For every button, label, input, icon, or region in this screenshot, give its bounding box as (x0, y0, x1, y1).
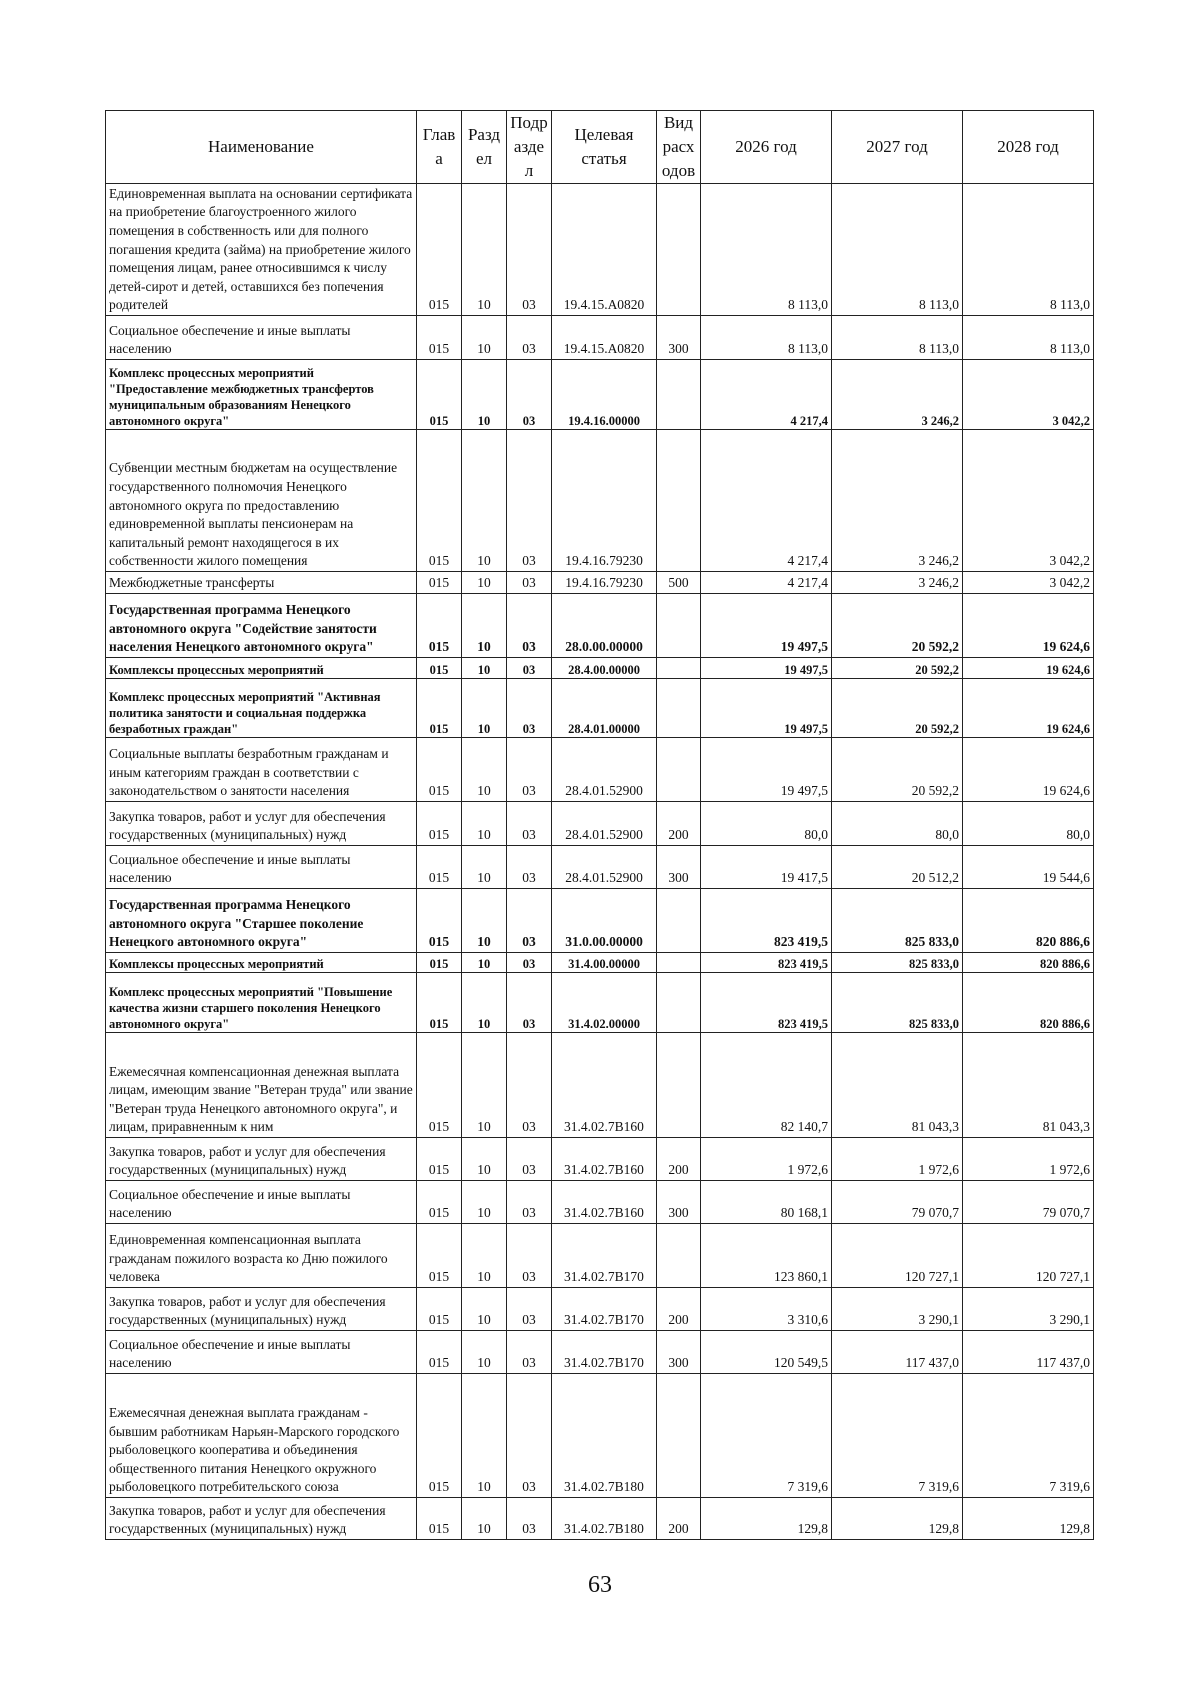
row-chapter: 015 (417, 572, 462, 594)
row-value-2026: 1 972,6 (701, 1138, 832, 1181)
row-value-2026: 8 113,0 (701, 184, 832, 316)
row-name: Социальное обеспечение и иные выплаты населению (106, 846, 417, 889)
table-row (106, 430, 1094, 572)
row-value-2027: 1 972,6 (832, 1138, 963, 1181)
row-value-2028: 8 113,0 (963, 316, 1094, 360)
row-target-article: 28.4.01.52900 (552, 846, 657, 889)
row-value-2027: 79 070,7 (832, 1181, 963, 1224)
row-expense-type (657, 889, 701, 953)
row-name: Социальные выплаты безработным гражданам и иным категориям граждан в соответствии с законодательством о занятости населения (106, 738, 417, 802)
row-value-2027: 8 113,0 (832, 316, 963, 360)
row-target-article: 31.4.02.7B180 (552, 1498, 657, 1540)
row-value-2028: 129,8 (963, 1498, 1094, 1540)
row-value-2028: 8 113,0 (963, 184, 1094, 316)
row-value-2028: 79 070,7 (963, 1181, 1094, 1224)
row-value-2028: 19 544,6 (963, 846, 1094, 889)
row-value-2027: 825 833,0 (832, 889, 963, 953)
row-subsection: 03 (507, 1224, 552, 1288)
header-year-2027: 2027 год (832, 111, 963, 184)
table-row (106, 1033, 1094, 1138)
row-value-2027: 117 437,0 (832, 1331, 963, 1374)
row-subsection: 03 (507, 953, 552, 973)
row-target-article: 31.4.02.7B170 (552, 1288, 657, 1331)
row-value-2026: 823 419,5 (701, 973, 832, 1033)
row-expense-type (657, 679, 701, 738)
row-subsection: 03 (507, 360, 552, 430)
row-value-2027: 825 833,0 (832, 953, 963, 973)
row-expense-type: 200 (657, 1138, 701, 1181)
row-value-2027: 3 290,1 (832, 1288, 963, 1331)
row-value-2026: 4 217,4 (701, 572, 832, 594)
row-target-article: 31.4.02.7B170 (552, 1224, 657, 1288)
row-section: 10 (462, 846, 507, 889)
row-expense-type (657, 658, 701, 679)
row-section: 10 (462, 658, 507, 679)
row-name: Комплексы процессных мероприятий (106, 658, 417, 679)
row-subsection: 03 (507, 889, 552, 953)
row-chapter: 015 (417, 973, 462, 1033)
row-subsection: 03 (507, 1498, 552, 1540)
row-name: Единовременная компенсационная выплата гражданам пожилого возраста ко Дню пожилого человека (106, 1224, 417, 1288)
table-row (106, 802, 1094, 846)
table-row (106, 316, 1094, 360)
row-target-article: 31.4.02.00000 (552, 973, 657, 1033)
row-expense-type: 500 (657, 572, 701, 594)
row-subsection: 03 (507, 1374, 552, 1498)
row-section: 10 (462, 1288, 507, 1331)
row-subsection: 03 (507, 1331, 552, 1374)
table-body (106, 184, 1094, 1540)
row-chapter: 015 (417, 316, 462, 360)
row-value-2026: 7 319,6 (701, 1374, 832, 1498)
row-value-2027: 20 592,2 (832, 738, 963, 802)
header-name: Наименование (106, 111, 417, 184)
row-target-article: 19.4.15.A0820 (552, 316, 657, 360)
table-row (106, 1498, 1094, 1540)
row-value-2028: 3 042,2 (963, 572, 1094, 594)
row-section: 10 (462, 184, 507, 316)
row-name: Ежемесячная компенсационная денежная выплата лицам, имеющим звание "Ветеран труда" или звание "Ветеран труда Ненецкого автономного округа", и лицам, приравненным к ним (106, 1033, 417, 1138)
row-chapter: 015 (417, 1138, 462, 1181)
row-chapter: 015 (417, 846, 462, 889)
row-section: 10 (462, 738, 507, 802)
table-row (106, 953, 1094, 973)
row-section: 10 (462, 1138, 507, 1181)
row-chapter: 015 (417, 1374, 462, 1498)
row-name: Ежемесячная денежная выплата гражданам - бывшим работникам Нарьян-Марского городского рыболовецкого кооператива и объединения общественного питания Ненецкого окружного рыболовецкого потребительского союза (106, 1374, 417, 1498)
row-section: 10 (462, 1331, 507, 1374)
row-expense-type (657, 1033, 701, 1138)
row-section: 10 (462, 889, 507, 953)
row-subsection: 03 (507, 1138, 552, 1181)
row-target-article: 19.4.16.79230 (552, 430, 657, 572)
row-value-2026: 19 497,5 (701, 679, 832, 738)
header-subsection: Подр азде л (507, 111, 552, 184)
table-row (106, 572, 1094, 594)
table-row (106, 1374, 1094, 1498)
row-value-2027: 20 592,2 (832, 594, 963, 658)
row-subsection: 03 (507, 973, 552, 1033)
row-target-article: 28.4.01.52900 (552, 802, 657, 846)
row-expense-type: 300 (657, 1331, 701, 1374)
row-value-2026: 19 497,5 (701, 594, 832, 658)
row-value-2027: 80,0 (832, 802, 963, 846)
row-chapter: 015 (417, 430, 462, 572)
row-name: Социальное обеспечение и иные выплаты населению (106, 1181, 417, 1224)
row-expense-type (657, 430, 701, 572)
row-chapter: 015 (417, 889, 462, 953)
row-value-2026: 823 419,5 (701, 953, 832, 973)
row-value-2026: 8 113,0 (701, 316, 832, 360)
row-expense-type: 200 (657, 802, 701, 846)
row-expense-type (657, 738, 701, 802)
row-chapter: 015 (417, 1498, 462, 1540)
row-subsection: 03 (507, 658, 552, 679)
row-subsection: 03 (507, 1181, 552, 1224)
row-value-2028: 7 319,6 (963, 1374, 1094, 1498)
row-chapter: 015 (417, 360, 462, 430)
row-target-article: 31.4.02.7B180 (552, 1374, 657, 1498)
row-value-2028: 820 886,6 (963, 889, 1094, 953)
row-value-2028: 3 290,1 (963, 1288, 1094, 1331)
row-section: 10 (462, 802, 507, 846)
row-value-2028: 19 624,6 (963, 738, 1094, 802)
row-name: Государственная программа Ненецкого автономного округа "Старшее поколение Ненецкого автономного округа" (106, 889, 417, 953)
row-name: Комплекс процессных мероприятий "Повышение качества жизни старшего поколения Ненецкого автономного округа" (106, 973, 417, 1033)
row-value-2026: 3 310,6 (701, 1288, 832, 1331)
row-expense-type (657, 953, 701, 973)
row-target-article: 31.0.00.00000 (552, 889, 657, 953)
row-subsection: 03 (507, 802, 552, 846)
row-section: 10 (462, 572, 507, 594)
row-chapter: 015 (417, 1224, 462, 1288)
row-value-2027: 81 043,3 (832, 1033, 963, 1138)
row-value-2028: 120 727,1 (963, 1224, 1094, 1288)
row-expense-type: 200 (657, 1498, 701, 1540)
row-subsection: 03 (507, 1288, 552, 1331)
row-section: 10 (462, 1224, 507, 1288)
row-name: Государственная программа Ненецкого автономного округа "Содействие занятости населения Ненецкого автономного округа" (106, 594, 417, 658)
header-row (106, 111, 1094, 184)
table-row (106, 889, 1094, 953)
row-value-2027: 7 319,6 (832, 1374, 963, 1498)
row-section: 10 (462, 1498, 507, 1540)
row-chapter: 015 (417, 679, 462, 738)
row-target-article: 28.4.01.52900 (552, 738, 657, 802)
row-value-2027: 129,8 (832, 1498, 963, 1540)
row-value-2027: 3 246,2 (832, 360, 963, 430)
row-section: 10 (462, 360, 507, 430)
row-chapter: 015 (417, 738, 462, 802)
row-value-2026: 80,0 (701, 802, 832, 846)
header-year-2028: 2028 год (963, 111, 1094, 184)
header-year-2026: 2026 год (701, 111, 832, 184)
row-expense-type: 200 (657, 1288, 701, 1331)
row-name: Закупка товаров, работ и услуг для обеспечения государственных (муниципальных) нужд (106, 1498, 417, 1540)
row-value-2028: 820 886,6 (963, 973, 1094, 1033)
row-chapter: 015 (417, 594, 462, 658)
table-row (106, 1181, 1094, 1224)
row-value-2026: 123 860,1 (701, 1224, 832, 1288)
row-value-2027: 3 246,2 (832, 430, 963, 572)
row-expense-type: 300 (657, 1181, 701, 1224)
row-value-2026: 4 217,4 (701, 430, 832, 572)
row-subsection: 03 (507, 316, 552, 360)
row-name: Субвенции местным бюджетам на осуществление государственного полномочия Ненецкого автономного округа по предоставлению единовременной выплаты пенсионерам на капитальный ремонт находящегося в их собственности жилого помещения (106, 430, 417, 572)
row-chapter: 015 (417, 184, 462, 316)
row-value-2028: 1 972,6 (963, 1138, 1094, 1181)
row-name: Закупка товаров, работ и услуг для обеспечения государственных (муниципальных) нужд (106, 802, 417, 846)
row-expense-type (657, 1374, 701, 1498)
row-target-article: 19.4.16.00000 (552, 360, 657, 430)
table-row (106, 846, 1094, 889)
row-target-article: 31.4.02.7B160 (552, 1033, 657, 1138)
row-value-2026: 4 217,4 (701, 360, 832, 430)
row-value-2027: 3 246,2 (832, 572, 963, 594)
row-expense-type (657, 594, 701, 658)
row-name: Комплекс процессных мероприятий "Активная политика занятости и социальная поддержка безработных граждан" (106, 679, 417, 738)
row-subsection: 03 (507, 430, 552, 572)
row-value-2028: 19 624,6 (963, 594, 1094, 658)
header-section: Разд ел (462, 111, 507, 184)
row-expense-type (657, 184, 701, 316)
table-row (106, 658, 1094, 679)
row-section: 10 (462, 594, 507, 658)
row-target-article: 31.4.02.7B160 (552, 1181, 657, 1224)
page-number: 63 (588, 1572, 612, 1598)
row-target-article: 19.4.15.A0820 (552, 184, 657, 316)
row-name: Закупка товаров, работ и услуг для обеспечения государственных (муниципальных) нужд (106, 1138, 417, 1181)
row-name: Закупка товаров, работ и услуг для обеспечения государственных (муниципальных) нужд (106, 1288, 417, 1331)
table-row (106, 1224, 1094, 1288)
row-value-2027: 20 592,2 (832, 679, 963, 738)
table-row (106, 594, 1094, 658)
row-expense-type: 300 (657, 316, 701, 360)
row-subsection: 03 (507, 846, 552, 889)
table-row (106, 738, 1094, 802)
row-value-2026: 80 168,1 (701, 1181, 832, 1224)
row-section: 10 (462, 430, 507, 572)
row-value-2026: 120 549,5 (701, 1331, 832, 1374)
row-section: 10 (462, 973, 507, 1033)
row-chapter: 015 (417, 658, 462, 679)
row-value-2028: 3 042,2 (963, 360, 1094, 430)
row-name: Межбюджетные трансферты (106, 572, 417, 594)
row-chapter: 015 (417, 1288, 462, 1331)
row-value-2026: 19 497,5 (701, 658, 832, 679)
row-subsection: 03 (507, 738, 552, 802)
row-section: 10 (462, 1181, 507, 1224)
row-value-2026: 129,8 (701, 1498, 832, 1540)
row-subsection: 03 (507, 594, 552, 658)
row-chapter: 015 (417, 802, 462, 846)
row-subsection: 03 (507, 572, 552, 594)
row-chapter: 015 (417, 953, 462, 973)
row-chapter: 015 (417, 1331, 462, 1374)
row-value-2026: 19 497,5 (701, 738, 832, 802)
row-value-2028: 820 886,6 (963, 953, 1094, 973)
header-expense-type: Вид расх одов (657, 111, 701, 184)
row-value-2028: 80,0 (963, 802, 1094, 846)
row-chapter: 015 (417, 1181, 462, 1224)
table-row (106, 1288, 1094, 1331)
budget-table (105, 110, 1094, 1540)
row-value-2028: 19 624,6 (963, 679, 1094, 738)
row-subsection: 03 (507, 679, 552, 738)
row-value-2026: 82 140,7 (701, 1033, 832, 1138)
row-expense-type (657, 973, 701, 1033)
row-expense-type (657, 1224, 701, 1288)
row-section: 10 (462, 1033, 507, 1138)
row-section: 10 (462, 679, 507, 738)
row-value-2027: 20 512,2 (832, 846, 963, 889)
row-value-2027: 825 833,0 (832, 973, 963, 1033)
row-name: Социальное обеспечение и иные выплаты населению (106, 316, 417, 360)
row-expense-type: 300 (657, 846, 701, 889)
row-target-article: 28.4.01.00000 (552, 679, 657, 738)
row-value-2026: 823 419,5 (701, 889, 832, 953)
row-section: 10 (462, 1374, 507, 1498)
row-chapter: 015 (417, 1033, 462, 1138)
table-row (106, 1331, 1094, 1374)
row-section: 10 (462, 953, 507, 973)
row-name: Социальное обеспечение и иные выплаты населению (106, 1331, 417, 1374)
row-value-2028: 81 043,3 (963, 1033, 1094, 1138)
row-value-2028: 19 624,6 (963, 658, 1094, 679)
table-row (106, 360, 1094, 430)
row-value-2027: 120 727,1 (832, 1224, 963, 1288)
row-name: Комплекс процессных мероприятий "Предоставление межбюджетных трансфертов муниципальным образованиям Ненецкого автономного округа" (106, 360, 417, 430)
row-target-article: 31.4.00.00000 (552, 953, 657, 973)
row-target-article: 31.4.02.7B160 (552, 1138, 657, 1181)
row-section: 10 (462, 316, 507, 360)
row-value-2027: 20 592,2 (832, 658, 963, 679)
header-target-article: Целевая статья (552, 111, 657, 184)
row-name: Единовременная выплата на основании сертификата на приобретение благоустроенного жилого помещения в собственность или для полного погашения кредита (займа) на приобретение жилого помещения лицам, ранее относившимся к числу детей-сирот и детей, оставшихся без попечения родителей (106, 184, 417, 316)
row-value-2027: 8 113,0 (832, 184, 963, 316)
row-subsection: 03 (507, 184, 552, 316)
header-chapter: Глав а (417, 111, 462, 184)
row-target-article: 28.0.00.00000 (552, 594, 657, 658)
table-row (106, 1138, 1094, 1181)
row-subsection: 03 (507, 1033, 552, 1138)
row-target-article: 19.4.16.79230 (552, 572, 657, 594)
row-value-2026: 19 417,5 (701, 846, 832, 889)
table-row (106, 184, 1094, 316)
row-expense-type (657, 360, 701, 430)
table-row (106, 679, 1094, 738)
row-value-2028: 3 042,2 (963, 430, 1094, 572)
row-name: Комплексы процессных мероприятий (106, 953, 417, 973)
row-target-article: 31.4.02.7B170 (552, 1331, 657, 1374)
row-value-2028: 117 437,0 (963, 1331, 1094, 1374)
table-row (106, 973, 1094, 1033)
row-target-article: 28.4.00.00000 (552, 658, 657, 679)
